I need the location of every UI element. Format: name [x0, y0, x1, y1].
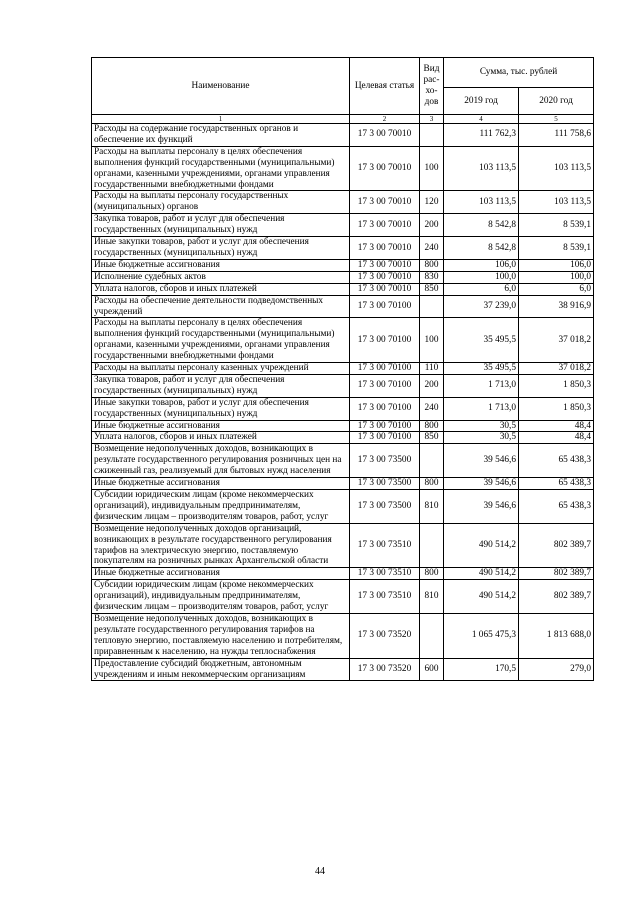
- row-sum-2019: 30,5: [444, 420, 519, 432]
- row-target-code: 17 3 00 70100: [350, 397, 420, 420]
- row-name: Иные бюджетные ассигнования: [92, 259, 350, 271]
- row-name: Иные закупки товаров, работ и услуг для обеспечения государственных (муниципальных) нужд: [92, 237, 350, 260]
- row-name: Расходы на выплаты персоналу казенных учреждений: [92, 363, 350, 375]
- table-row: [92, 237, 594, 260]
- row-name: Расходы на обеспечение деятельности подведомственных учреждений: [92, 295, 350, 318]
- row-sum-2020: 48,4: [519, 432, 594, 444]
- table-row: [92, 568, 594, 580]
- row-name: Закупка товаров, работ и услуг для обеспечения государственных (муниципальных) нужд: [92, 214, 350, 237]
- row-target-code: 17 3 00 73500: [350, 490, 420, 524]
- row-vid: 800: [420, 568, 444, 580]
- row-sum-2020: 106,0: [519, 259, 594, 271]
- row-target-code: 17 3 00 70100: [350, 318, 420, 363]
- row-vid: 110: [420, 363, 444, 375]
- table-row: [92, 295, 594, 318]
- table-row: [92, 580, 594, 614]
- row-sum-2020: 103 113,5: [519, 191, 594, 214]
- row-vid: 100: [420, 318, 444, 363]
- row-sum-2020: 1 850,3: [519, 374, 594, 397]
- row-target-code: 17 3 00 73510: [350, 523, 420, 568]
- row-sum-2019: 39 546,6: [444, 444, 519, 478]
- column-number: 1: [92, 115, 350, 124]
- row-sum-2020: 279,0: [519, 658, 594, 681]
- row-sum-2020: 802 389,7: [519, 523, 594, 568]
- row-sum-2019: 35 495,5: [444, 318, 519, 363]
- row-sum-2020: 65 438,3: [519, 478, 594, 490]
- row-name: Субсидии юридическим лицам (кроме некоммерческих организаций), индивидуальным предпринимателям, физическим лицам – производителям товаров, работ, услуг: [92, 580, 350, 614]
- row-sum-2019: 1 065 475,3: [444, 613, 519, 658]
- row-name: Исполнение судебных актов: [92, 271, 350, 283]
- row-vid: [420, 613, 444, 658]
- row-name: Возмещение недополученных доходов, возникающих в результате государственного регулирования тарифов на тепловую энергию, поставляемую населению и потребителям, приравненным к населению, на нужды теплоснабжения: [92, 613, 350, 658]
- table-row: [92, 432, 594, 444]
- row-vid: 800: [420, 478, 444, 490]
- row-sum-2020: 65 438,3: [519, 444, 594, 478]
- row-vid: 240: [420, 397, 444, 420]
- row-sum-2019: 37 239,0: [444, 295, 519, 318]
- row-sum-2020: 100,0: [519, 271, 594, 283]
- page-number: 44: [315, 866, 325, 877]
- table-row: [92, 214, 594, 237]
- row-sum-2019: 35 495,5: [444, 363, 519, 375]
- header-year-2020: 2020 год: [519, 88, 594, 115]
- row-sum-2020: 65 438,3: [519, 490, 594, 524]
- row-vid: 100: [420, 146, 444, 191]
- row-vid: 200: [420, 214, 444, 237]
- row-sum-2020: 802 389,7: [519, 580, 594, 614]
- row-sum-2019: 39 546,6: [444, 478, 519, 490]
- table-row: [92, 658, 594, 681]
- row-vid: 240: [420, 237, 444, 260]
- row-name: Уплата налогов, сборов и иных платежей: [92, 432, 350, 444]
- row-target-code: 17 3 00 70010: [350, 259, 420, 271]
- table-row: [92, 259, 594, 271]
- row-sum-2019: 490 514,2: [444, 568, 519, 580]
- row-sum-2020: 802 389,7: [519, 568, 594, 580]
- header-sum: Сумма, тыс. рублей: [444, 58, 594, 88]
- header-vid: Вид рас-хо-дов: [420, 58, 444, 115]
- row-target-code: 17 3 00 70100: [350, 363, 420, 375]
- row-sum-2019: 6,0: [444, 283, 519, 295]
- row-sum-2019: 8 542,8: [444, 237, 519, 260]
- table-row: [92, 271, 594, 283]
- row-name: Возмещение недополученных доходов организаций, возникающих в результате государственного регулирования тарифов на электрическую энергию, поставляемую покупателям на розничных рынках Архангельской области: [92, 523, 350, 568]
- row-sum-2019: 1 713,0: [444, 374, 519, 397]
- row-target-code: 17 3 00 70010: [350, 124, 420, 147]
- row-target-code: 17 3 00 70100: [350, 374, 420, 397]
- row-sum-2019: 103 113,5: [444, 146, 519, 191]
- row-target-code: 17 3 00 73510: [350, 580, 420, 614]
- table-row: [92, 478, 594, 490]
- row-sum-2020: 48,4: [519, 420, 594, 432]
- row-name: Возмещение недополученных доходов, возникающих в результате государственного регулирования розничных цен на сжиженный газ, реализуемый для бытовых нужд населения: [92, 444, 350, 478]
- row-sum-2019: 30,5: [444, 432, 519, 444]
- row-name: Иные бюджетные ассигнования: [92, 568, 350, 580]
- row-sum-2020: 8 539,1: [519, 237, 594, 260]
- row-name: Субсидии юридическим лицам (кроме некоммерческих организаций), индивидуальным предпринимателям, физическим лицам – производителям товаров, работ, услуг: [92, 490, 350, 524]
- row-target-code: 17 3 00 70100: [350, 295, 420, 318]
- table-row: [92, 146, 594, 191]
- header-name: Наименование: [92, 58, 350, 115]
- row-name: Иные закупки товаров, работ и услуг для обеспечения государственных (муниципальных) нужд: [92, 397, 350, 420]
- row-sum-2019: 1 713,0: [444, 397, 519, 420]
- column-number: 2: [350, 115, 420, 124]
- table-row: [92, 374, 594, 397]
- row-sum-2020: 1 813 688,0: [519, 613, 594, 658]
- row-vid: 200: [420, 374, 444, 397]
- row-vid: [420, 444, 444, 478]
- row-target-code: 17 3 00 70010: [350, 191, 420, 214]
- row-vid: 810: [420, 580, 444, 614]
- row-sum-2019: 111 762,3: [444, 124, 519, 147]
- table-row: [92, 363, 594, 375]
- row-vid: 800: [420, 420, 444, 432]
- row-target-code: 17 3 00 70010: [350, 214, 420, 237]
- row-name: Закупка товаров, работ и услуг для обеспечения государственных (муниципальных) нужд: [92, 374, 350, 397]
- header-target: Целевая статья: [350, 58, 420, 115]
- column-number: 3: [420, 115, 444, 124]
- row-sum-2019: 490 514,2: [444, 523, 519, 568]
- row-vid: 120: [420, 191, 444, 214]
- row-sum-2020: 1 850,3: [519, 397, 594, 420]
- row-vid: 850: [420, 283, 444, 295]
- row-sum-2020: 8 539,1: [519, 214, 594, 237]
- row-name: Расходы на содержание государственных органов и обеспечение их функций: [92, 124, 350, 147]
- row-sum-2019: 8 542,8: [444, 214, 519, 237]
- budget-table: [91, 57, 594, 681]
- header-year-2019: 2019 год: [444, 88, 519, 115]
- row-name: Предоставление субсидий бюджетным, автономным учреждениям и иным некоммерческим организациям: [92, 658, 350, 681]
- row-sum-2020: 37 018,2: [519, 318, 594, 363]
- table-row: [92, 420, 594, 432]
- row-target-code: 17 3 00 73500: [350, 444, 420, 478]
- row-target-code: 17 3 00 73510: [350, 568, 420, 580]
- row-target-code: 17 3 00 73520: [350, 658, 420, 681]
- row-sum-2020: 111 758,6: [519, 124, 594, 147]
- row-name: Расходы на выплаты персоналу государственных (муниципальных) органов: [92, 191, 350, 214]
- row-vid: 810: [420, 490, 444, 524]
- row-sum-2019: 103 113,5: [444, 191, 519, 214]
- row-sum-2019: 490 514,2: [444, 580, 519, 614]
- row-vid: 800: [420, 259, 444, 271]
- row-target-code: 17 3 00 70010: [350, 146, 420, 191]
- row-sum-2019: 39 546,6: [444, 490, 519, 524]
- row-name: Иные бюджетные ассигнования: [92, 420, 350, 432]
- table-row: [92, 523, 594, 568]
- row-target-code: 17 3 00 70010: [350, 237, 420, 260]
- table-row: [92, 191, 594, 214]
- row-target-code: 17 3 00 73520: [350, 613, 420, 658]
- row-sum-2019: 106,0: [444, 259, 519, 271]
- column-number: 5: [519, 115, 594, 124]
- row-name: Расходы на выплаты персоналу в целях обеспечения выполнения функций государственными (муниципальными) органами, казенными учреждениями, органами управления государственными внебюджетными фондами: [92, 146, 350, 191]
- table-row: [92, 490, 594, 524]
- row-vid: [420, 523, 444, 568]
- row-sum-2019: 100,0: [444, 271, 519, 283]
- row-vid: 850: [420, 432, 444, 444]
- table-row: [92, 283, 594, 295]
- row-sum-2020: 6,0: [519, 283, 594, 295]
- table-row: [92, 124, 594, 147]
- row-vid: [420, 124, 444, 147]
- row-sum-2020: 103 113,5: [519, 146, 594, 191]
- row-sum-2020: 37 018,2: [519, 363, 594, 375]
- table-row: [92, 318, 594, 363]
- row-vid: 600: [420, 658, 444, 681]
- row-target-code: 17 3 00 73500: [350, 478, 420, 490]
- row-name: Иные бюджетные ассигнования: [92, 478, 350, 490]
- row-target-code: 17 3 00 70010: [350, 271, 420, 283]
- table-row: [92, 444, 594, 478]
- row-name: Расходы на выплаты персоналу в целях обеспечения выполнения функций государственными (муниципальными) органами, казенными учреждениями, органами управления государственными внебюджетными фондами: [92, 318, 350, 363]
- row-sum-2020: 38 916,9: [519, 295, 594, 318]
- row-target-code: 17 3 00 70010: [350, 283, 420, 295]
- row-vid: 830: [420, 271, 444, 283]
- row-target-code: 17 3 00 70100: [350, 432, 420, 444]
- row-vid: [420, 295, 444, 318]
- table-row: [92, 613, 594, 658]
- row-sum-2019: 170,5: [444, 658, 519, 681]
- row-target-code: 17 3 00 70100: [350, 420, 420, 432]
- column-number: 4: [444, 115, 519, 124]
- row-name: Уплата налогов, сборов и иных платежей: [92, 283, 350, 295]
- table-row: [92, 397, 594, 420]
